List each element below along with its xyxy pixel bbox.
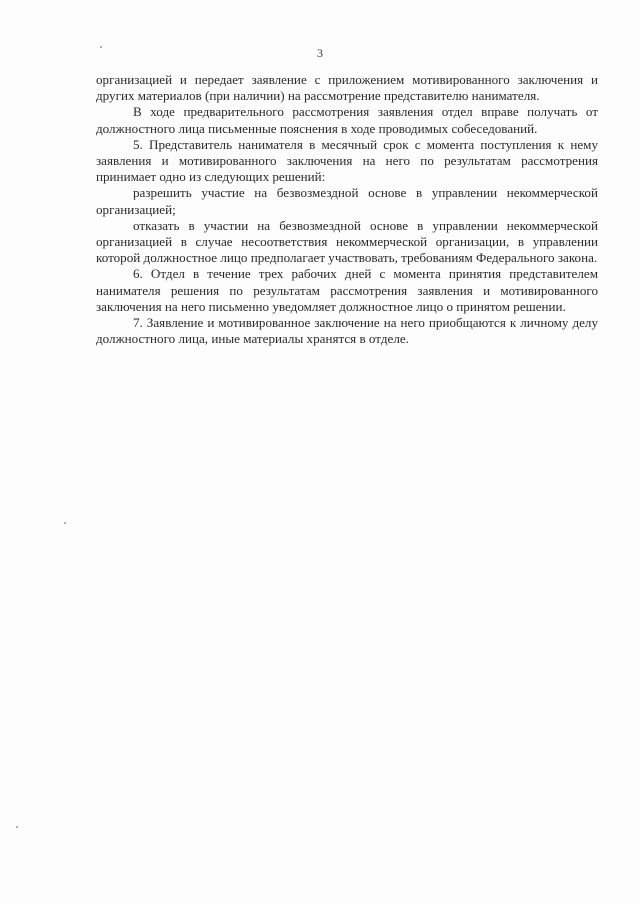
- paragraph-continuation: организацией и передает заявление с приложением мотивированного заключения и других материалов (при наличии) на рассмотрение представителю нанимателя.: [96, 72, 598, 104]
- scan-speck: [16, 826, 18, 828]
- paragraph-item-7: 7. Заявление и мотивированное заключение на него приобщаются к личному делу должностного лица, иные материалы хранятся в отделе.: [96, 315, 598, 347]
- document-body: [96, 72, 598, 347]
- scan-speck: [100, 46, 102, 48]
- paragraph-decision-refuse: отказать в участии на безвозмездной основе в управлении некоммерческой организацией в случае несоответствия некоммерческой организации, в управлении которой должностное лицо предполагает участвовать, требованиям Федерального закона.: [96, 217, 598, 266]
- paragraph-decision-allow: разрешить участие на безвозмездной основе в управлении некоммерческой организацией;: [96, 185, 598, 217]
- paragraph-item-6: 6. Отдел в течение трех рабочих дней с момента принятия представителем нанимателя решения по результатам рассмотрения заявления и мотивированного заключения на него письменно уведомляет должностное лицо о принятом решении.: [96, 266, 598, 314]
- page-number: 3: [317, 46, 323, 60]
- paragraph-preliminary-review: В ходе предварительного рассмотрения заявления отдел вправе получать от должностного лица письменные пояснения в ходе проводимых собеседований.: [96, 104, 598, 136]
- scan-speck: [64, 522, 66, 524]
- paragraph-item-5: 5. Представитель нанимателя в месячный срок с момента поступления к нему заявления и мотивированного заключения на него по результатам рассмотрения принимает одно из следующих решений:: [96, 136, 598, 185]
